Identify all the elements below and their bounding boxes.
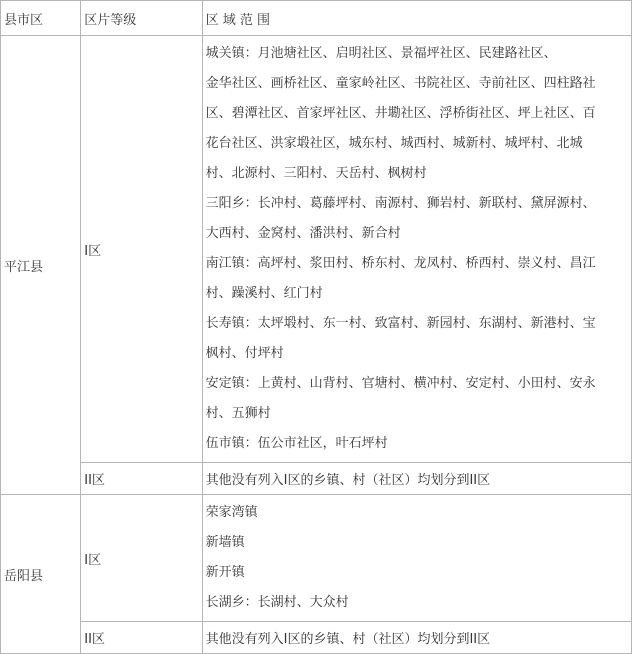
header-zone-level: 区片等级 bbox=[81, 1, 202, 36]
area-line: 三阳乡：长冲村、葛藤坪村、南源村、狮岩村、新联村、黛屏源村、 bbox=[205, 196, 596, 211]
table-row bbox=[1, 463, 632, 495]
area-range-cell bbox=[202, 36, 631, 463]
table-row bbox=[1, 495, 632, 622]
zone-level-cell: II区 bbox=[81, 622, 202, 654]
area-range-cell: 其他没有列入I区的乡镇、村（社区）均划分到II区 bbox=[202, 622, 631, 654]
header-row bbox=[1, 1, 632, 36]
area-line: 金华社区、画桥社区、童家岭社区、书院社区、寺前社区、四柱路社 bbox=[205, 76, 596, 91]
area-line: 安定镇：上黄村、山背村、官塘村、横冲村、安定村、小田村、安永 bbox=[205, 376, 596, 391]
area-line: 区、碧潭社区、首家坪社区、井墈社区、浮桥街社区、坪上社区、百 bbox=[205, 106, 596, 121]
area-range-cell bbox=[202, 495, 631, 622]
table-row bbox=[1, 36, 632, 463]
area-line: 长寿镇：太坪塅村、东一村、致富村、新园村、东湖村、新港村、宝 bbox=[205, 316, 596, 331]
header-county: 县市区 bbox=[1, 1, 81, 36]
area-line: 新墙镇 bbox=[205, 535, 245, 550]
area-line: 花台社区、洪家塅社区，城东村、城西村、城新村、城坪村、北城 bbox=[205, 136, 583, 151]
area-line: 城关镇：月池塘社区、启明社区、景福坪社区、民建路社区、 bbox=[205, 46, 557, 61]
area-line: 南江镇：高坪村、浆田村、桥东村、龙凤村、桥西村、崇义村、昌江 bbox=[205, 256, 596, 271]
area-line: 长湖乡：长湖村、大众村 bbox=[205, 595, 349, 610]
zone-level-cell: II区 bbox=[81, 463, 202, 495]
area-line: 大西村、金窝村、潘洪村、新合村 bbox=[205, 226, 401, 241]
area-line: 伍市镇：伍公市社区，叶石坪村 bbox=[205, 436, 388, 451]
area-line: 枫村、付坪村 bbox=[205, 346, 284, 361]
header-area-range: 区 域 范 围 bbox=[202, 1, 631, 36]
area-line: 新开镇 bbox=[205, 565, 245, 580]
area-line: 村、北源村、三阳村、天岳村、枫树村 bbox=[205, 166, 427, 181]
zone-level-cell: I区 bbox=[81, 36, 202, 463]
county-cell: 平江县 bbox=[1, 36, 81, 495]
county-cell: 岳阳县 bbox=[1, 495, 81, 654]
area-line: 荣家湾镇 bbox=[205, 505, 258, 520]
area-range-cell: 其他没有列入I区的乡镇、村（社区）均划分到II区 bbox=[202, 463, 631, 495]
zone-level-cell: I区 bbox=[81, 495, 202, 622]
area-line: 村、五狮村 bbox=[205, 406, 271, 421]
area-line: 村、躁溪村、红门村 bbox=[205, 286, 323, 301]
table-row bbox=[1, 622, 632, 654]
